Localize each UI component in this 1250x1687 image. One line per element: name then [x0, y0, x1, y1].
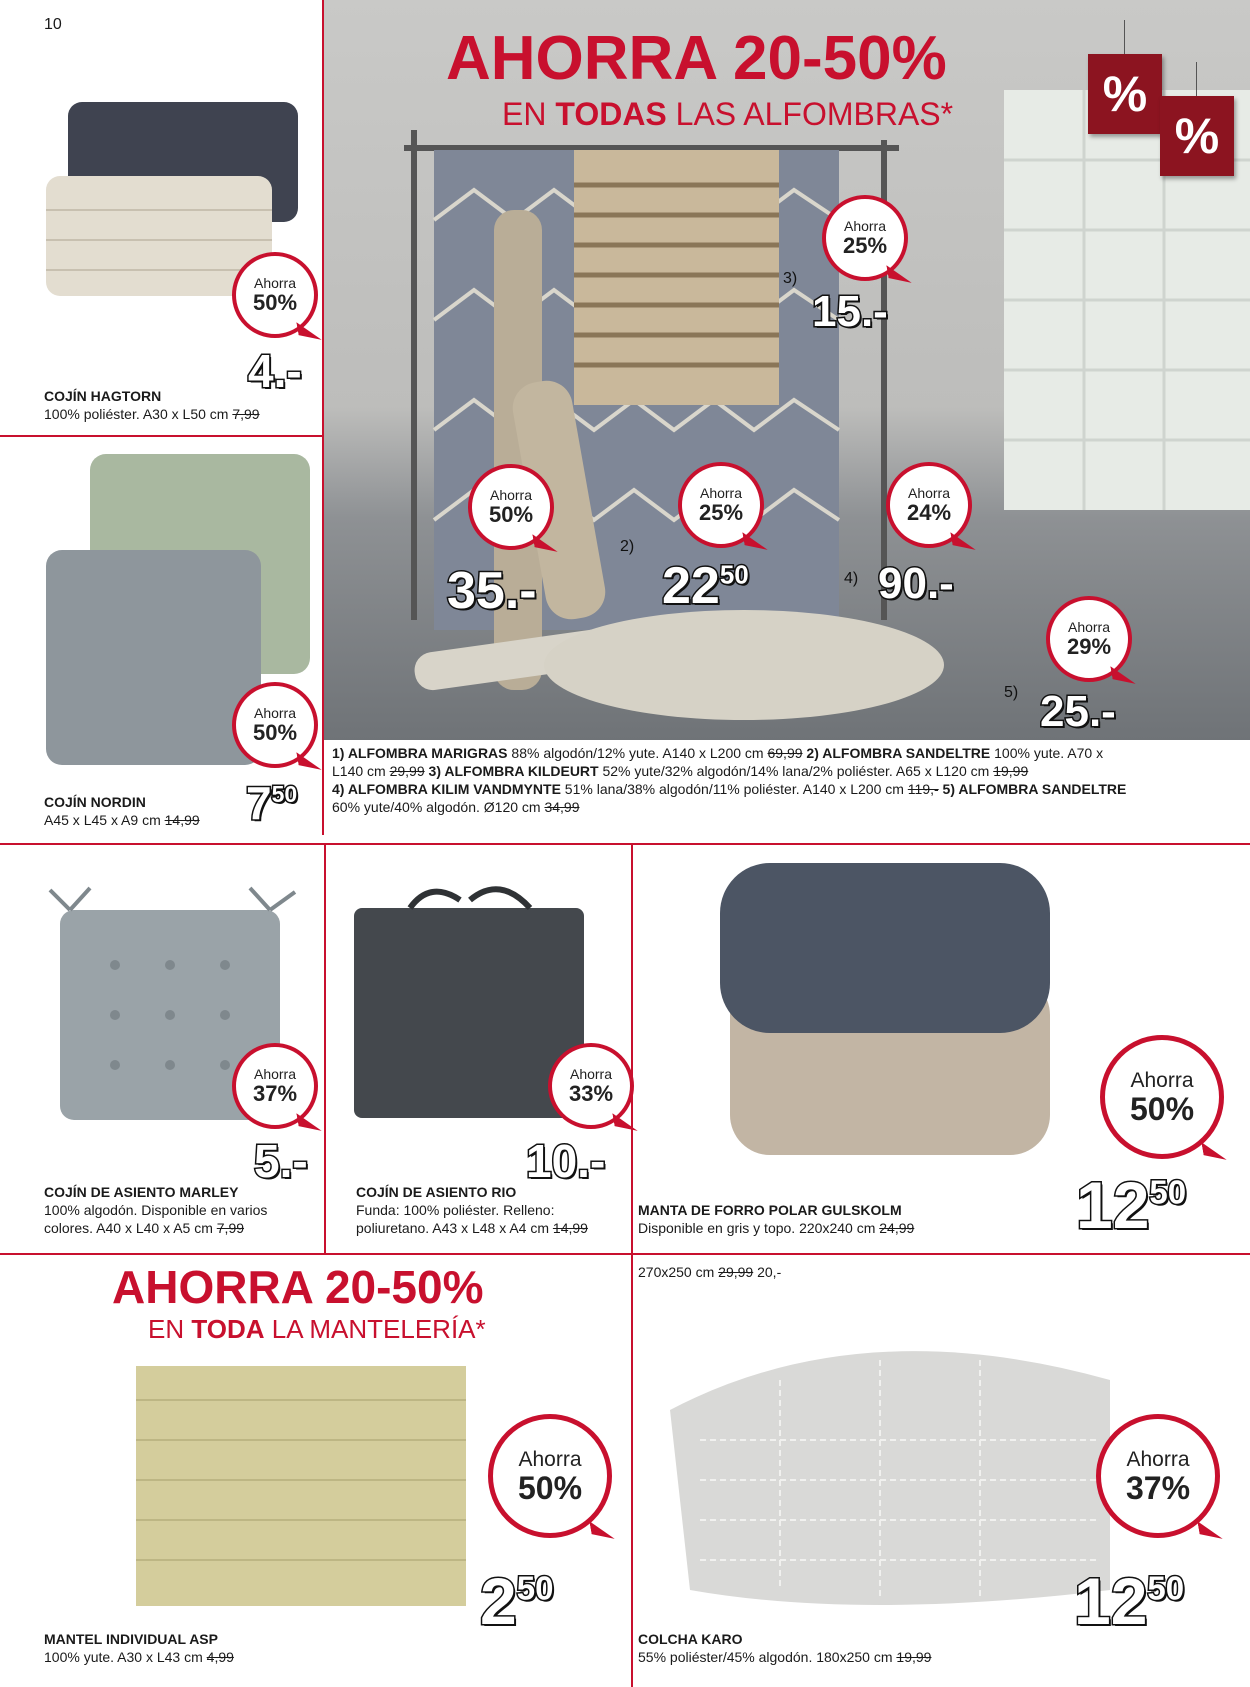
- karo-top-note: 270x250 cm 29,99 20,-: [638, 1264, 782, 1280]
- gulskolm-description: MANTA DE FORRO POLAR GULSKOLM Disponible en gris y topo. 220x240 cm 24,99: [638, 1202, 915, 1236]
- nordin-badge: Ahorra 50%: [232, 682, 318, 768]
- asp-badge: Ahorra 50%: [488, 1414, 612, 1538]
- tablecloth-headline: AHORRA 20-50%: [112, 1261, 484, 1313]
- rug-4-badge: Ahorra 24%: [886, 462, 972, 548]
- hagtorn-price: 4.-: [248, 345, 302, 397]
- divider-horizontal-bottom: [0, 1253, 1250, 1255]
- karo-badge: Ahorra 37%: [1096, 1414, 1220, 1538]
- rio-badge: Ahorra 33%: [548, 1043, 634, 1129]
- karo-bedspread: [660, 1290, 1140, 1620]
- rio-description: COJÍN DE ASIENTO RIO Funda: 100% poliéster. Relleno: poliuretano. A43 x L48 x A4 cm 14,99: [356, 1184, 588, 1236]
- round-rug: [544, 610, 944, 720]
- rio-price: 10.-: [526, 1135, 606, 1187]
- rugs-description: 1) ALFOMBRA MARIGRAS 88% algodón/12% yute. A140 x L200 cm 69,99 2) ALFOMBRA SANDELTRE 100% yute. A70 x L140 cm 29,99 3) ALFOMBRA KILDEURT 52% yute/32% algodón/14% lana/2% poliéster. A65 x L120 cm 19,99 4) ALFOMBRA KILIM VANDMYNTE 51% lana/38% algodón/11% poliéster. A140 x L200 cm 119,- 5) ALFOMBRA SANDELTRE 60% yute/40% algodón. Ø120 cm 34,99: [332, 745, 1127, 815]
- divider-left-1: [0, 435, 323, 437]
- nordin-price: $7^{50}$: [246, 777, 298, 829]
- rug-2-number: 2): [620, 538, 635, 555]
- page-number: 10: [44, 16, 62, 33]
- asp-placemat: [130, 1360, 490, 1620]
- rug-5-price: 25.-: [1040, 687, 1116, 736]
- nordin-description: COJÍN NORDIN A45 x L45 x A9 cm 14,99: [44, 794, 200, 828]
- gulskolm-blankets: [700, 855, 1120, 1160]
- rug-4-price: 90.-: [878, 559, 954, 608]
- asp-description: MANTEL INDIVIDUAL ASP 100% yute. A30 x L43 cm 4,99: [44, 1631, 234, 1665]
- rug-1-badge: Ahorra 50%: [468, 464, 554, 550]
- rug-4-number: 4): [844, 570, 859, 587]
- marley-badge: Ahorra 37%: [232, 1043, 318, 1129]
- tablecloth-subline: EN TODA LA MANTELERÍA*: [148, 1314, 486, 1344]
- rug-3-number: 3): [783, 270, 798, 287]
- hagtorn-badge: Ahorra 50%: [232, 252, 318, 338]
- hagtorn-description: COJÍN HAGTORN 100% poliéster. A30 x L50 cm 7,99: [44, 388, 260, 422]
- percent-tag-1: %: [1088, 54, 1162, 134]
- gulskolm-photo: [700, 855, 1120, 1160]
- percent-tag-2: %: [1160, 96, 1234, 176]
- marley-price: 5.-: [254, 1135, 308, 1187]
- rug-5-badge: Ahorra 29%: [1046, 596, 1132, 682]
- rug-3-badge: Ahorra 25%: [822, 195, 908, 281]
- rug-2-price: $22^{50}$: [662, 557, 749, 615]
- marley-description: COJÍN DE ASIENTO MARLEY 100% algodón. Disponible en varios colores. A40 x L40 x A5 cm 7,99: [44, 1184, 268, 1236]
- karo-photo: [660, 1290, 1140, 1620]
- divider-vertical-mid-1: [324, 843, 326, 1254]
- rug-2-badge: Ahorra 25%: [678, 462, 764, 548]
- divider-horizontal-mid: [0, 843, 1250, 845]
- divider-vertical-mid-2: [631, 843, 633, 1687]
- gulskolm-price: $12^{50}$: [1076, 1168, 1187, 1242]
- rug-3-price: 15.-: [812, 287, 888, 336]
- rugs-subline: EN TODAS LAS ALFOMBRAS*: [502, 96, 954, 132]
- asp-price: $2^{50}$: [480, 1564, 554, 1638]
- asp-photo: [130, 1360, 490, 1620]
- rugs-headline: AHORRA 20-50%: [446, 24, 947, 93]
- rug-5-number: 5): [1004, 684, 1019, 701]
- karo-price: $12^{50}$: [1074, 1564, 1185, 1638]
- gulskolm-badge: Ahorra 50%: [1100, 1035, 1224, 1159]
- karo-description: COLCHA KARO 55% poliéster/45% algodón. 180x250 cm 19,99: [638, 1631, 932, 1665]
- rug-1-price: 35.-: [447, 562, 537, 620]
